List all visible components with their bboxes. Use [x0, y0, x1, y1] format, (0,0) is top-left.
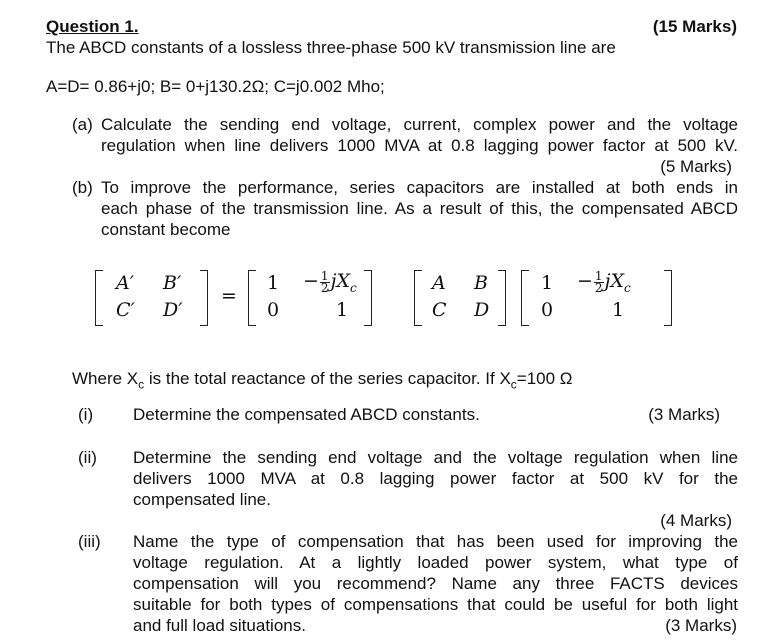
- comp2-half-num: 1: [594, 268, 603, 283]
- comp1-half-num: 1: [320, 268, 329, 283]
- sub-i-marks: (3 Marks): [648, 405, 720, 424]
- abcd-b: B: [474, 272, 488, 294]
- abcd-a: A: [432, 272, 446, 294]
- abcd-bracket-left: [414, 270, 422, 326]
- sub-ii-label: (ii): [78, 448, 97, 467]
- matrix-equation: [0, 270, 778, 326]
- sub-ii-line-3: compensated line.: [133, 490, 271, 509]
- comp2-bracket-right: [664, 270, 672, 326]
- comp2-sub: c: [623, 280, 631, 295]
- comp1-jx: jX: [330, 270, 350, 292]
- abcd-d: D: [474, 299, 490, 321]
- abcd-bracket-right: [498, 270, 506, 326]
- abcd-c: C: [432, 299, 447, 321]
- lhs-c-prime: C′: [116, 299, 135, 321]
- lhs-bracket-left: [95, 270, 103, 326]
- question-title: Question 1.: [46, 17, 139, 36]
- comp1-zero: 0: [267, 299, 280, 321]
- sub-i-label: (i): [78, 405, 94, 424]
- sub-iii-line-5: and full load situations.: [133, 616, 306, 635]
- comp2-one-top: 1: [541, 272, 554, 294]
- part-a-line-2: regulation when line delivers 1000 MVA at 0.8 lagging power factor at 500 kV.: [101, 136, 738, 155]
- where-sub-2: c: [510, 377, 517, 392]
- comp1-bracket-left: [248, 270, 256, 326]
- comp2-minus: −: [577, 270, 593, 292]
- comp2-one-bottom: 1: [612, 299, 625, 321]
- sub-iii-line-3: compensation will you recommend? Name any three FACTS devices: [133, 574, 738, 593]
- sub-iii-label: (iii): [78, 532, 101, 551]
- part-a-line-1: Calculate the sending end voltage, current, complex power and the voltage: [101, 115, 738, 134]
- comp2-bracket-left: [521, 270, 529, 326]
- lhs-b-prime: B′: [163, 272, 182, 294]
- part-b-label: (b): [72, 178, 93, 197]
- comp2-half-den: 2: [594, 280, 603, 295]
- lhs-a-prime: A′: [116, 272, 135, 294]
- comp1-sub: c: [349, 280, 357, 295]
- comp1-series-term: [303, 270, 357, 295]
- comp1-minus: −: [303, 270, 319, 292]
- comp2-series-term: [577, 270, 631, 295]
- part-a-marks: (5 Marks): [660, 157, 732, 176]
- sub-ii-marks: (4 Marks): [660, 511, 732, 530]
- where-text: [72, 369, 573, 391]
- comp2-half: [594, 268, 604, 295]
- comp1-half: [320, 268, 330, 295]
- where-sub: c: [138, 377, 145, 392]
- sub-ii-line-2: delivers 1000 MVA at 0.8 lagging power factor at 500 kV for the: [133, 469, 738, 488]
- lhs-bracket-right: [200, 270, 208, 326]
- comp1-one-bottom: 1: [336, 299, 349, 321]
- total-marks: (15 Marks): [652, 17, 737, 36]
- sub-ii-line-1: Determine the sending end voltage and the voltage regulation when line: [133, 448, 738, 467]
- where-post: =100 Ω: [516, 369, 573, 388]
- sub-iii-line-1: Name the type of compensation that has been used for improving the: [133, 532, 738, 551]
- lhs-d-prime: D′: [163, 299, 183, 321]
- part-b-line-2: each phase of the transmission line. As a result of this, the compensated ABCD: [101, 199, 738, 218]
- comp1-bracket-right: [364, 270, 372, 326]
- question-intro: The ABCD constants of a lossless three-phase 500 kV transmission line are: [46, 38, 616, 57]
- line-constants: A=D= 0.86+j0; B= 0+j130.2Ω; C=j0.002 Mho;: [46, 77, 385, 96]
- equals-sign: =: [221, 285, 237, 307]
- comp1-half-den: 2: [320, 280, 329, 295]
- comp2-jx: jX: [604, 270, 624, 292]
- part-b-line-1: To improve the performance, series capacitors are installed at both ends in: [101, 178, 738, 197]
- sub-iii-marks: (3 Marks): [665, 616, 737, 635]
- sub-iii-line-4: suitable for both types of compensations that could be useful for both light: [133, 595, 738, 614]
- comp2-zero: 0: [541, 299, 554, 321]
- comp1-one-top: 1: [267, 272, 280, 294]
- sub-iii-line-2: voltage regulation. At a lightly loaded power system, what type of: [133, 553, 738, 572]
- sub-i-text: Determine the compensated ABCD constants.: [133, 405, 480, 424]
- where-pre: Where X: [72, 369, 139, 388]
- part-a-label: (a): [72, 115, 93, 134]
- part-b-line-3: constant become: [101, 220, 231, 239]
- where-mid: is the total reactance of the series capacitor. If X: [144, 369, 511, 388]
